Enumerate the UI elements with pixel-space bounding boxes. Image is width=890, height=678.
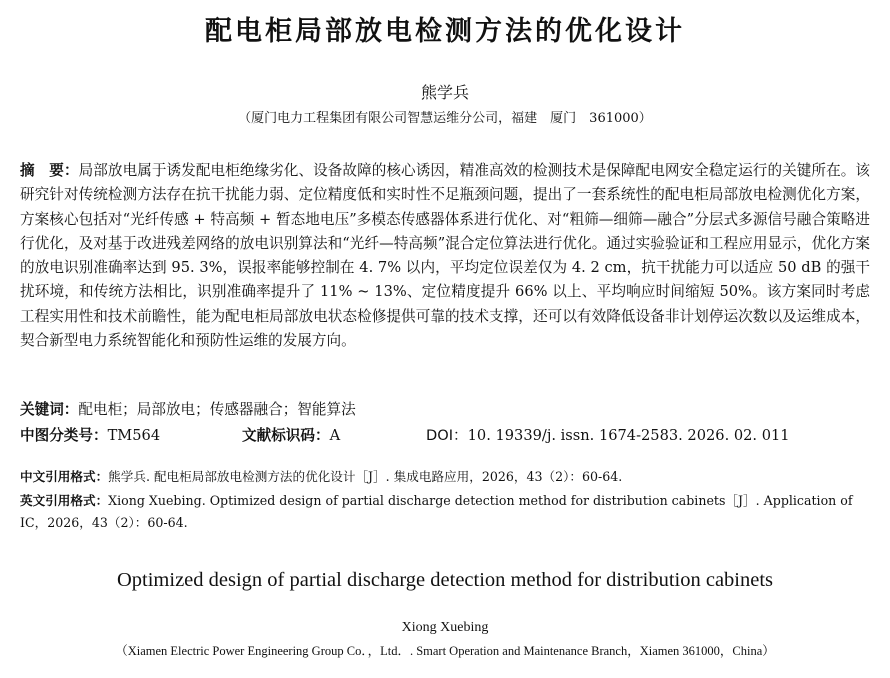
document-code-label: 文献标识码： — [242, 427, 330, 444]
citation-en-text: Xiong Xuebing. Optimized design of partial discharge detection method for distribution cabinets［J］. Application of IC，2026，43（2）：60-64. — [20, 493, 853, 530]
clc-label: 中图分类号： — [20, 427, 108, 444]
abstract — [20, 159, 870, 353]
paper-title-en: Optimized design of partial discharge detection method for distribution cabinets — [116, 569, 774, 591]
document-code — [242, 424, 340, 448]
doi-value[interactable]: 10. 19339/j. issn. 1674-2583. 2026. 02. 011 — [467, 427, 790, 444]
citation-zh — [20, 466, 870, 488]
keywords-text: 配电柜；局部放电；传感器融合；智能算法 — [78, 401, 356, 418]
abstract-label: 摘 要： — [20, 162, 79, 179]
author-name-zh: 熊学兵 — [420, 83, 469, 102]
author-affiliation-en: （Xiamen Electric Power Engineering Group Co．，Ltd．. Smart Operation and Maintenance Branch，Xiamen 361000，China） — [115, 644, 775, 658]
author-name-en: Xiong Xuebing — [401, 620, 489, 635]
keywords-label: 关键词： — [20, 401, 79, 418]
citation-en-label: 英文引用格式： — [20, 493, 109, 508]
citation-zh-text: 熊学兵. 配电柜局部放电检测方法的优化设计［J］. 集成电路应用，2026，43（2）：60-64. — [108, 469, 623, 484]
doi-label: DOI： — [426, 427, 468, 444]
author-affiliation-zh: （厦门电力工程集团有限公司智慧运维分公司，福建 厦门 361000） — [238, 111, 652, 126]
clc-number — [20, 424, 160, 448]
citation-en — [20, 490, 870, 534]
citation-zh-label: 中文引用格式： — [20, 469, 109, 484]
abstract-text: 局部放电属于诱发配电柜绝缘劣化、设备故障的核心诱因，精准高效的检测技术是保障配电网安全稳定运行的关键所在。该研究针对传统检测方法存在抗干扰能力弱、定位精度低和实时性不足瓶颈问题，提出了一套系统性的配电柜局部放电检测优化方案，方案核心包括对“光纤传感 + 特高频 + 暂态地电压”多模态传感器体系进行优化、对“粗筛—细筛—融合”分层式多源信号融合策略进行优化，及对基于改进残差网络的放电识别算法和“光纤—特高频”混合定位算法进行优化。通过实验验证和工程应用显示，优化方案的放电识别准确率达到 95. 3%，误报率能够控制在 4. 7% 以内，平均定位误差仅为 4. 2 cm，抗干扰能力可以适应 50 dB 的强干扰环境，和传统方法相比，识别准确率提升了 11% ~ 13%、定位精度提升 66% 以上、平均响应时间缩短 50%。该方案同时考虑工程实用性和技术前瞻性，能为配电柜局部放电状态检修提供可靠的技术支撑，还可以有效降低设备非计划停运次数以及运维成本，契合新型电力系统智能化和预防性运维的发展方向。 — [20, 162, 870, 350]
doi — [426, 424, 790, 448]
keywords — [20, 398, 870, 422]
clc-value: TM564 — [107, 427, 161, 444]
document-code-value: A — [329, 427, 341, 444]
paper-title-zh: 配电柜局部放电检测方法的优化设计 — [205, 16, 685, 47]
